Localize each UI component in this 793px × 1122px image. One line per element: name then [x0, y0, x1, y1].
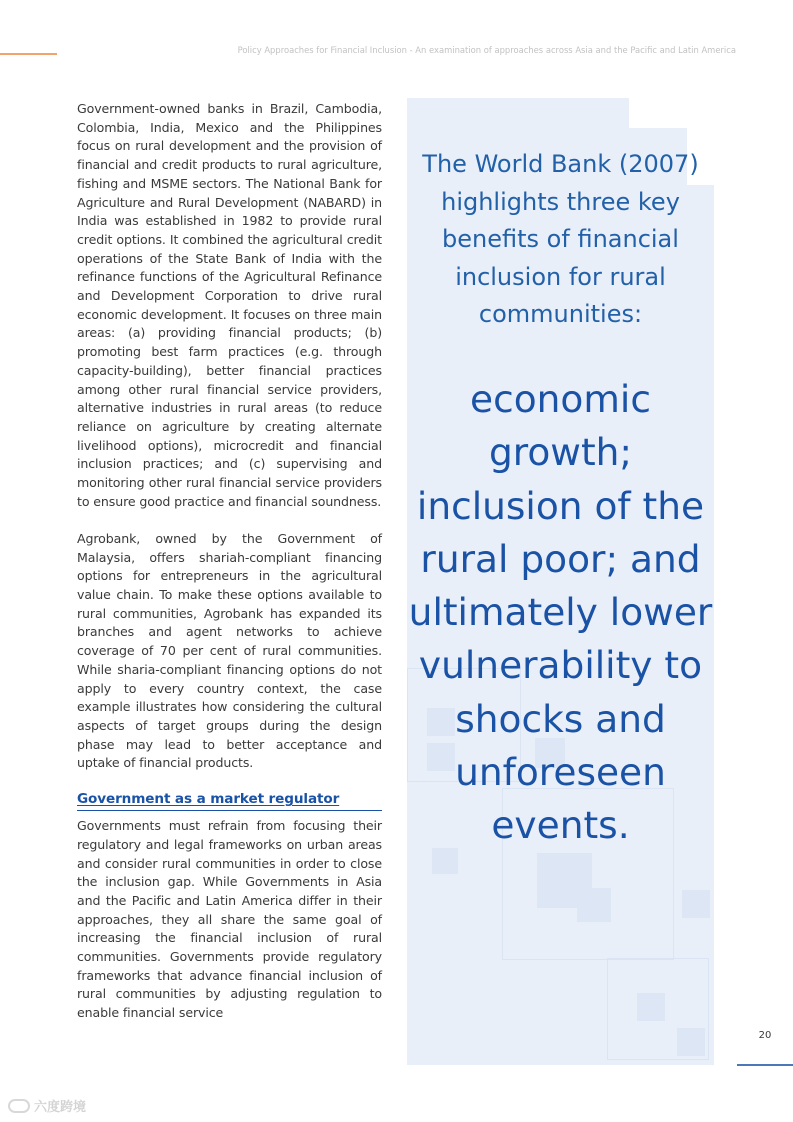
- paragraph-market-regulator: Governments must refrain from focusing their regulatory and legal frameworks on urban areas and consider rural communities in order to close the inclusion gap. While Governments in Asia and the Pacific and Latin America differ in their approaches, they all share the same goal of increasing the financial inclusion of rural communities. Governments provide regulatory frameworks that advance financial inclusion of rural communities by adjusting regulation to enable financial service: [77, 818, 382, 1021]
- paragraph-agrobank: Agrobank, owned by the Government of Malaysia, offers shariah-compliant financing options for entrepreneurs in the agricultural value chain. To make these options available to rural communities, Agrobank has expanded its branches and agent networks to achieve coverage of 70 per cent of rural communities. While sharia-compliant financing options do not apply to every country context, the case example illustrates how considering the cultural aspects of target groups during the design phase may lead to better acceptance and uptake of financial products.: [77, 530, 382, 771]
- decorative-square: [637, 993, 665, 1021]
- bottom-accent-line: [737, 1064, 793, 1066]
- section-heading: Government as a market regulator: [77, 791, 382, 811]
- watermark-logo-icon: [8, 1099, 30, 1113]
- watermark-text: 六度跨境: [34, 1100, 87, 1115]
- watermark: [8, 1096, 86, 1115]
- top-accent-line: [0, 53, 57, 55]
- pull-quote-intro: The World Bank (2007) highlights three key benefits of financial inclusion for rural communities:: [422, 150, 699, 328]
- decorative-square: [629, 98, 714, 128]
- page-number: 20: [758, 1030, 772, 1041]
- body-text-column: [77, 100, 382, 1023]
- decorative-square: [677, 1028, 705, 1056]
- running-header: Policy Approaches for Financial Inclusion - An examination of approaches across Asia and the Pacific and Latin America: [237, 45, 736, 55]
- pull-quote-panel: [407, 98, 714, 1065]
- decorative-square: [577, 888, 611, 922]
- pull-quote-main: economic growth; inclusion of the rural poor; and ultimately lower vulnerability to shocks and unforeseen events.: [408, 377, 713, 848]
- decorative-square: [682, 890, 710, 918]
- paragraph-nabard: Government-owned banks in Brazil, Cambodia, Colombia, India, Mexico and the Philippines focus on rural development and the provision of financial and credit products to rural agriculture, fishing and MSME sectors. The National Bank for Agriculture and Rural Development (NABARD) in India was established in 1982 to provide rural credit options. It combined the agricultural credit operations of the State Bank of India with the refinance functions of the Agricultural Refinance and Development Corporation to drive rural economic development. It focuses on three main areas: (a) providing financial products; (b) promoting best farm practices (e.g. through capacity-building), better financial practices among other rural financial service providers, alternative industries in rural areas (to reduce reliance on agriculture by creating alternate livelihood options), microcredit and financial inclusion practices; and (c) supervising and monitoring other rural financial service providers to ensure good practice and financial soundness.: [77, 101, 382, 509]
